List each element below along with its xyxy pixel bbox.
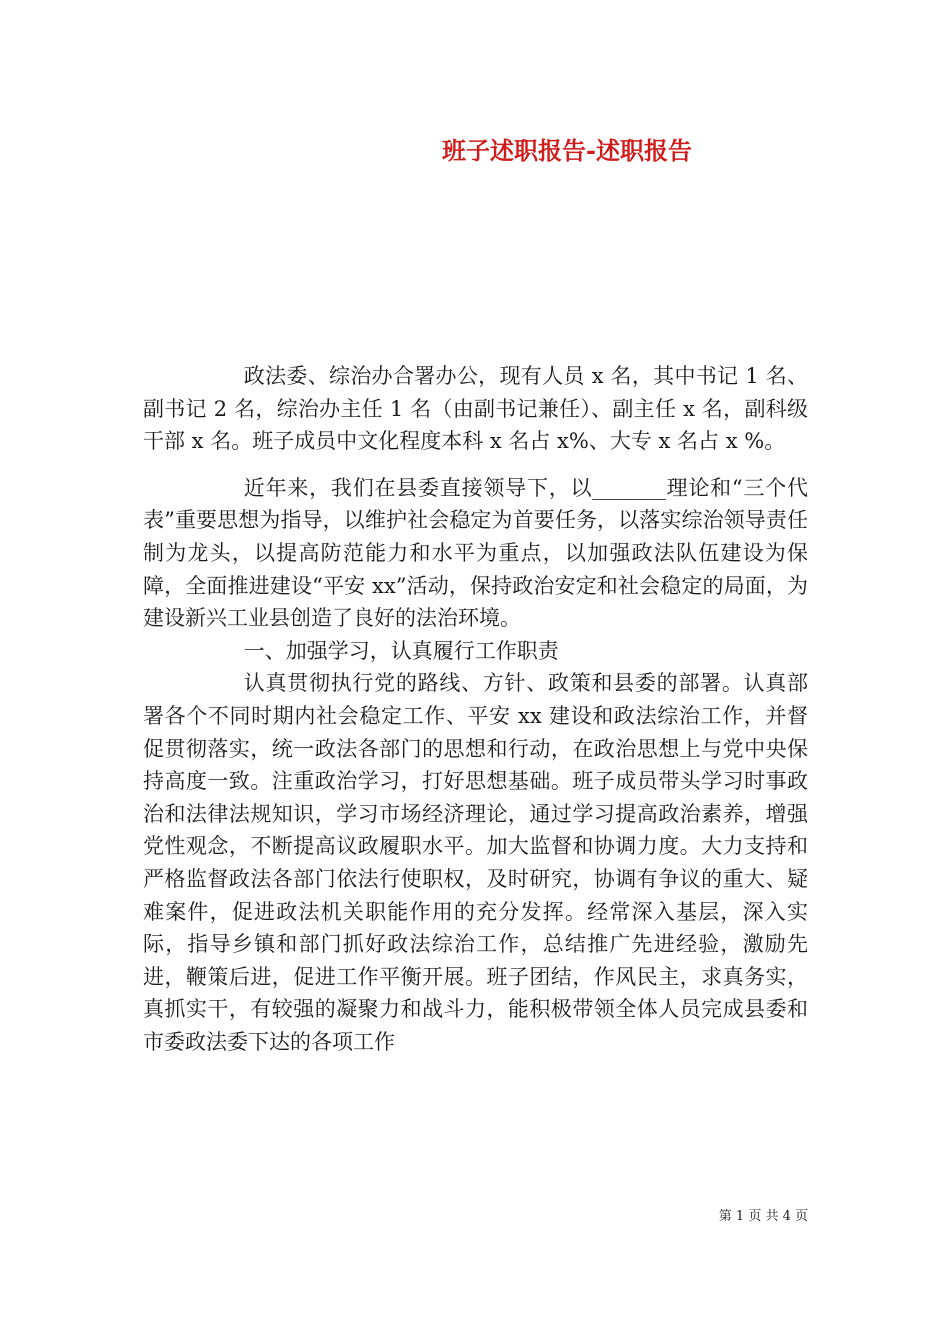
paragraph-section-one: 认真贯彻执行党的路线、方针、政策和县委的部署。认真部署各个不同时期内社会稳定工作、平安 xx 建设和政法综治工作，并督促贯彻落实，统一政法各部门的思想和行动，在政治思想上与党中央保持高度一致。注重政治学习，打好思想基础。班子成员带头学习时事政治和法律法规知识，学习市场经济理论，通过学习提高政治素养，增强党性观念，不断提高议政履职水平。加大监督和协调力度。大力支持和严格监督政法各部门依法行使职权，及时研究，协调有争议的重大、疑难案件，促进政法机关职能作用的充分发挥。经常深入基层，深入实际，指导乡镇和部门抓好政法综治工作，总结推广先进经验，激励先进，鞭策后进，促进工作平衡开展。班子团结，作风民主，求真务实，真抓实干，有较强的凝聚力和战斗力，能积极带领全体人员完成县委和市委政法委下达的各项工作: [143, 671, 808, 1054]
section-heading: 一、加强学习，认真履行工作职责: [243, 638, 559, 663]
title-area: [0, 0, 950, 200]
document-body: [143, 360, 808, 1058]
paragraph-staffing: 政法委、综治办合署办公，现有人员 x 名，其中书记 1 名、副书记 2 名，综治办主任 1 名（由副书记兼任）、副主任 x 名，副科级干部 x 名。班子成员中文化程度本科 x 名占 x%、大专 x 名占 x %。: [143, 364, 808, 454]
page-footer: 第 1 页 共 4 页: [718, 1209, 808, 1224]
document-title: 班子述职报告-述职报告: [442, 136, 692, 165]
paragraph-overview: 近年来，我们在县委直接领导下，以_______理论和“三个代表”重要思想为指导，以维护社会稳定为首要任务，以落实综治领导责任制为龙头，以提高防范能力和水平为重点，以加强政法队伍建设为保障，全面推进建设“平安 xx”活动，保持政治安定和社会稳定的局面，为建设新兴工业县创造了良好的法治环境。: [143, 475, 808, 631]
